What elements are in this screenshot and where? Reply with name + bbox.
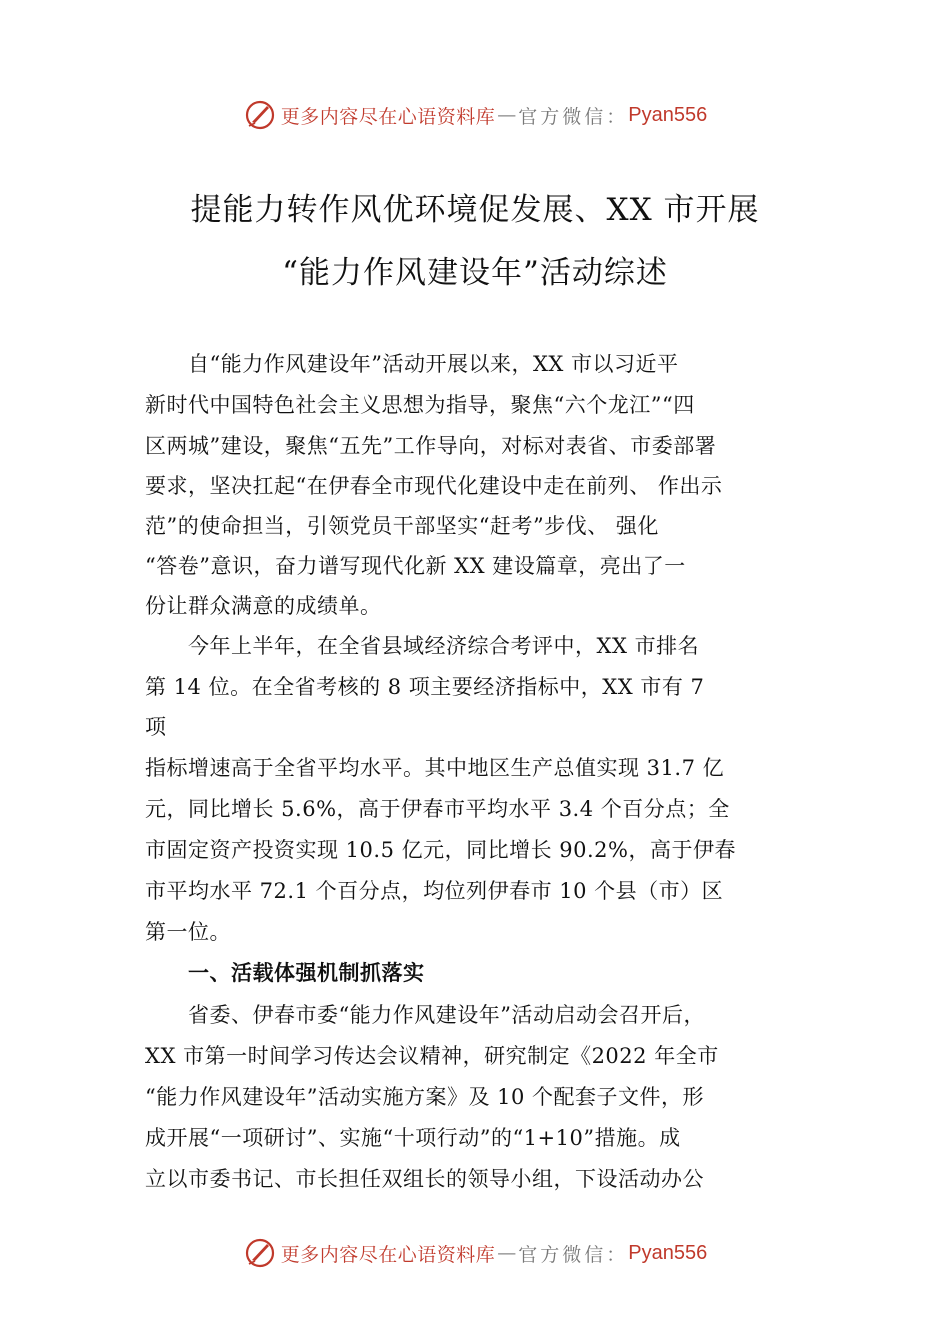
body-line: “能力作风建设年”活动实施方案》及 10 个配套子文件，形	[145, 1085, 705, 1109]
document-title-line-1: 提能力转作风优环境促发展、XX 市开展	[190, 192, 760, 228]
section-heading: 一、活载体强机制抓落实	[145, 961, 425, 985]
body-line: 市平均水平 72.1 个百分点，均位列伊春市 10 个县（市）区	[145, 879, 724, 903]
body-line: 项	[145, 715, 167, 739]
watermark-wechat-id: Pyan556	[628, 1241, 708, 1264]
body-line: 市固定资产投资实现 10.5 亿元，同比增长 90.2%，高于伊春	[145, 838, 736, 862]
body-line: XX 市第一时间学习传达会议精神，研究制定《2022 年全市	[145, 1044, 719, 1068]
watermark-wechat-id: Pyan556	[628, 103, 708, 126]
body-line: 立以市委书记、市长担任双组长的领导小组，下设活动办公	[145, 1167, 704, 1191]
watermark-brand: 更多内容尽在心语资料库	[280, 1243, 496, 1266]
watermark-brand: 更多内容尽在心语资料库	[280, 105, 496, 128]
body-line: 成开展“一项研讨”、实施“十项行动”的“1+10”措施。成	[145, 1126, 681, 1150]
body-line: 省委、伊春市委“能力作风建设年”活动启动会召开后，	[145, 1003, 705, 1027]
body-line: 今年上半年，在全省县域经济综合考评中，XX 市排名	[145, 634, 700, 658]
body-line: 份让群众满意的成绩单。	[145, 594, 382, 618]
document-title-line-2: “能力作风建设年”活动综述	[282, 255, 668, 291]
body-line: 新时代中国特色社会主义思想为指导，聚焦“六个龙江”“四	[145, 393, 695, 417]
body-line: 自“能力作风建设年”活动开展以来，XX 市以习近平	[145, 352, 679, 376]
body-line: 指标增速高于全省平均水平。其中地区生产总值实现 31.7 亿	[145, 756, 725, 780]
watermark-footer	[0, 1233, 950, 1273]
watermark-label: 官方微信：	[518, 105, 629, 128]
body-line: 范”的使命担当，引领党员干部坚实“赶考”步伐、 强化	[145, 514, 659, 538]
body-line: 区两城”建设，聚焦“五先”工作导向，对标对表省、市委部署	[145, 434, 717, 458]
body-line: 第 14 位。在全省考核的 8 项主要经济指标中，XX 市有 7	[145, 675, 705, 699]
watermark-dash: —	[497, 1242, 517, 1264]
watermark-label: 官方微信：	[518, 1243, 629, 1266]
body-line: “答卷”意识，奋力谱写现代化新 XX 建设篇章，亮出了一	[145, 554, 686, 578]
quill-logo-icon	[243, 98, 277, 132]
quill-logo-icon	[243, 1236, 277, 1270]
body-line: 要求，坚决扛起“在伊春全市现代化建设中走在前列、 作出示	[145, 474, 723, 498]
body-line: 元，同比增长 5.6%，高于伊春市平均水平 3.4 个百分点；全	[145, 797, 730, 821]
watermark-header	[0, 95, 950, 135]
watermark-dash: —	[497, 104, 517, 126]
body-line: 第一位。	[145, 920, 231, 944]
